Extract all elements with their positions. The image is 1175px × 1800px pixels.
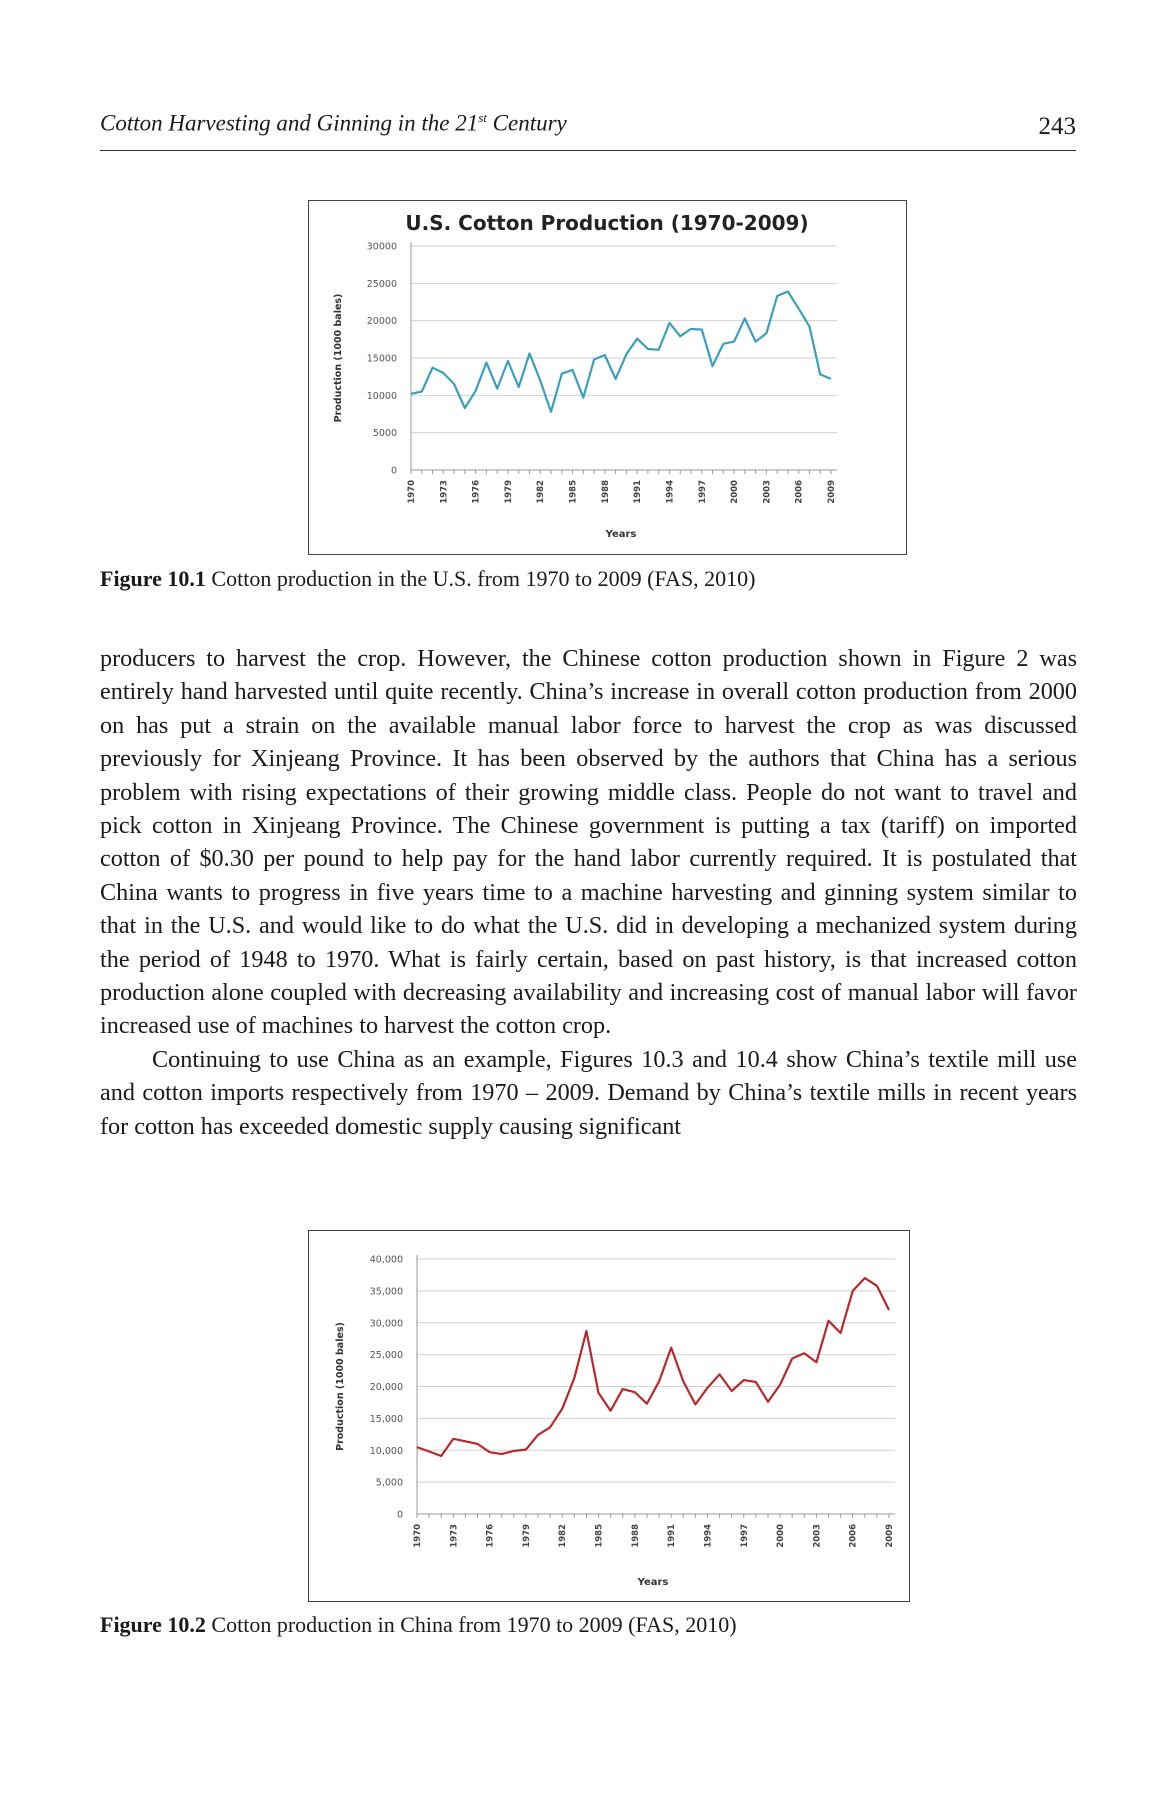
x-tick-label: 2000 — [730, 480, 741, 504]
caption-text: Cotton production in the U.S. from 1970 to 2009 (FAS, 2010) — [205, 566, 756, 591]
y-tick-label: 20,000 — [369, 1382, 403, 1393]
x-tick-label: 1997 — [739, 1524, 750, 1548]
x-tick-label: 1979 — [503, 480, 514, 504]
y-axis-label: Production (1000 bales) — [333, 293, 344, 423]
y-tick-label: 10,000 — [369, 1445, 403, 1457]
body-text — [100, 642, 1077, 1143]
y-tick-label: 10000 — [366, 390, 397, 402]
x-tick-label: 1997 — [697, 480, 708, 504]
x-tick-label: 1976 — [471, 480, 482, 504]
figure-caption — [100, 566, 756, 592]
x-tick-label: 1994 — [703, 1524, 714, 1548]
page-header — [100, 110, 1076, 151]
y-tick-label: 5,000 — [375, 1477, 403, 1489]
x-tick-label: 1970 — [407, 480, 417, 504]
series-line — [411, 292, 831, 412]
paragraph: producers to harvest the crop. However, the Chinese cotton production shown in Figure 2 was entirely hand harvested until quite recently. China’s increase in overall cotton production from 2000 on has put a strain on the available manual labor force to harvest the crop as was discussed previously for Xinjeang Province. It has been observed by the authors that China has a serious problem with rising expectations of their growing middle class. People do not want to travel and pick cotton in Xinjeang Province. The Chinese government is putting a tax (tariff) on imported cotton of $0.30 per pound to help pay for the hand labor currently required. It is postulated that China wants to progress in five years time to a machine harvesting and ginning system similar to that in the U.S. and would like to do what the U.S. did in developing a mechanized system during the period of 1948 to 1970. What is fairly certain, based on past history, is that increased cotton production alone coupled with decreasing availability and increasing cost of manual labor will favor increased use of machines to harvest the cotton crop. — [100, 645, 1077, 1040]
caption-label: Figure 10.1 — [100, 566, 206, 591]
y-tick-label: 15000 — [366, 353, 397, 365]
chart-title: U.S. Cotton Production (1970-2009) — [405, 211, 809, 235]
x-tick-label: 1976 — [485, 1524, 496, 1548]
china-cotton-chart — [309, 1231, 909, 1601]
superscript: st — [478, 110, 487, 125]
y-tick-label: 20000 — [366, 316, 397, 328]
x-tick-label: 1991 — [667, 1524, 678, 1548]
y-axis-label: Production (1000 bales) — [335, 1322, 346, 1451]
caption-label: Figure 10.2 — [100, 1612, 206, 1637]
y-tick-label: 15,000 — [369, 1413, 403, 1425]
y-tick-label: 30000 — [366, 241, 397, 253]
x-tick-label: 1973 — [439, 480, 450, 504]
page-number: 243 — [1038, 113, 1076, 140]
x-tick-label: 2006 — [848, 1524, 859, 1548]
x-tick-label: 1988 — [600, 480, 611, 504]
y-tick-label: 25000 — [366, 278, 397, 290]
us-cotton-chart — [309, 201, 906, 554]
y-tick-label: 0 — [390, 465, 397, 477]
figure-us-cotton-production — [308, 200, 907, 555]
x-tick-label: 2000 — [776, 1524, 787, 1548]
x-tick-label: 1991 — [633, 480, 644, 504]
x-tick-label: 1994 — [665, 480, 676, 504]
running-head: Cotton Harvesting and Ginning in the 21st Century — [100, 110, 567, 136]
x-tick-label: 1988 — [630, 1524, 641, 1548]
y-tick-label: 40,000 — [369, 1254, 403, 1266]
x-tick-label: 2003 — [762, 480, 773, 504]
x-tick-label: 1973 — [449, 1524, 460, 1548]
x-tick-label: 1985 — [568, 480, 579, 504]
x-tick-label: 2009 — [827, 480, 837, 504]
x-tick-label: 1982 — [558, 1524, 569, 1548]
x-axis-label: Years — [637, 1577, 669, 1588]
paragraph: Continuing to use China as an example, Figures 10.3 and 10.4 show China’s textile mill use and cotton imports respectively from 1970 – 2009. Demand by China’s textile mills in recent years for cotton has exceeded domestic supply causing significant — [100, 1045, 1077, 1140]
figure-caption — [100, 1612, 737, 1638]
x-tick-label: 2009 — [885, 1524, 895, 1548]
x-tick-label: 2006 — [794, 480, 805, 504]
x-tick-label: 1985 — [594, 1524, 605, 1548]
x-axis-label: Years — [605, 529, 637, 540]
x-tick-label: 2003 — [812, 1524, 823, 1548]
series-line — [417, 1278, 889, 1456]
y-tick-label: 0 — [396, 1509, 403, 1521]
y-tick-label: 5000 — [372, 428, 397, 440]
y-tick-label: 35,000 — [369, 1286, 403, 1298]
y-tick-label: 30,000 — [369, 1318, 403, 1330]
y-tick-label: 25,000 — [369, 1350, 403, 1362]
caption-text: Cotton production in China from 1970 to 2009 (FAS, 2010) — [205, 1612, 737, 1637]
x-tick-label: 1979 — [521, 1524, 532, 1548]
x-tick-label: 1982 — [536, 480, 547, 504]
figure-china-cotton-production — [308, 1230, 910, 1602]
x-tick-label: 1970 — [413, 1524, 423, 1548]
